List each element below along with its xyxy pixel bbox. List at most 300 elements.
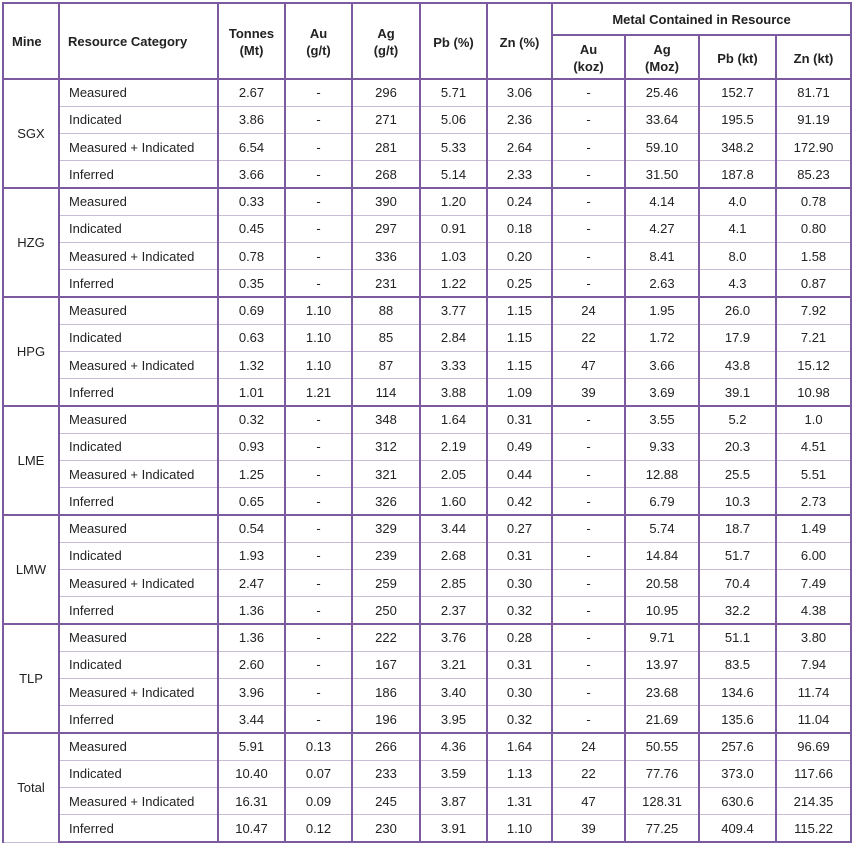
resource-category-cell: Measured bbox=[59, 297, 218, 324]
pb-grade-cell: 5.33 bbox=[420, 134, 487, 161]
pb-kt-cell: 409.4 bbox=[699, 815, 776, 842]
au-grade-cell: - bbox=[285, 106, 352, 133]
pb-kt-cell: 26.0 bbox=[699, 297, 776, 324]
zn-kt-cell: 11.74 bbox=[776, 679, 851, 706]
zn-grade-cell: 0.30 bbox=[487, 679, 552, 706]
ag-moz-cell: 8.41 bbox=[625, 243, 699, 270]
zn-grade-cell: 1.09 bbox=[487, 379, 552, 406]
pb-grade-cell: 3.95 bbox=[420, 706, 487, 733]
pb-grade-cell: 3.87 bbox=[420, 788, 487, 815]
ag-grade-cell: 326 bbox=[352, 488, 420, 515]
tonnes-cell: 3.86 bbox=[218, 106, 285, 133]
tonnes-cell: 0.78 bbox=[218, 243, 285, 270]
au-koz-cell: - bbox=[552, 215, 625, 242]
ag-moz-cell: 9.71 bbox=[625, 624, 699, 651]
tonnes-cell: 0.63 bbox=[218, 324, 285, 351]
au-grade-cell: - bbox=[285, 161, 352, 188]
zn-grade-cell: 0.30 bbox=[487, 570, 552, 597]
resource-category-cell: Indicated bbox=[59, 760, 218, 787]
resource-category-cell: Inferred bbox=[59, 379, 218, 406]
ag-grade-cell: 271 bbox=[352, 106, 420, 133]
zn-grade-cell: 1.10 bbox=[487, 815, 552, 842]
ag-moz-column-header bbox=[625, 35, 699, 79]
tonnes-cell: 0.33 bbox=[218, 188, 285, 215]
zn-grade-cell: 0.20 bbox=[487, 243, 552, 270]
tonnes-cell: 6.54 bbox=[218, 134, 285, 161]
ag-moz-cell: 12.88 bbox=[625, 461, 699, 488]
pb-grade-cell: 2.19 bbox=[420, 433, 487, 460]
zn-kt-cell: 4.51 bbox=[776, 433, 851, 460]
pb-grade-cell: 5.71 bbox=[420, 79, 487, 106]
table-row bbox=[3, 433, 851, 460]
mine-name-cell: LME bbox=[3, 406, 59, 515]
metal-contained-group-header: Metal Contained in Resource bbox=[552, 3, 851, 35]
tonnes-cell: 1.32 bbox=[218, 352, 285, 379]
tonnes-cell: 0.45 bbox=[218, 215, 285, 242]
tonnes-cell: 1.01 bbox=[218, 379, 285, 406]
table-row bbox=[3, 188, 851, 215]
au-koz-cell: - bbox=[552, 624, 625, 651]
mine-column-header: Mine bbox=[3, 3, 59, 79]
ag-moz-cell: 77.25 bbox=[625, 815, 699, 842]
tonnes-cell: 1.93 bbox=[218, 542, 285, 569]
ag-grade-cell: 321 bbox=[352, 461, 420, 488]
pb-kt-cell: 25.5 bbox=[699, 461, 776, 488]
au-grade-cell: 1.10 bbox=[285, 297, 352, 324]
au-grade-cell: - bbox=[285, 406, 352, 433]
zn-kt-cell: 91.19 bbox=[776, 106, 851, 133]
table-row bbox=[3, 733, 851, 760]
au-grade-cell: - bbox=[285, 570, 352, 597]
zn-grade-cell: 0.44 bbox=[487, 461, 552, 488]
zn-grade-cell: 0.42 bbox=[487, 488, 552, 515]
zn-grade-cell: 1.15 bbox=[487, 297, 552, 324]
pb-grade-cell: 0.91 bbox=[420, 215, 487, 242]
zn-kt-cell: 7.94 bbox=[776, 651, 851, 678]
au-grade-cell: - bbox=[285, 433, 352, 460]
au-grade-cell: 1.21 bbox=[285, 379, 352, 406]
pb-kt-cell: 187.8 bbox=[699, 161, 776, 188]
zn-kt-cell: 85.23 bbox=[776, 161, 851, 188]
tonnes-cell: 0.32 bbox=[218, 406, 285, 433]
zn-kt-cell: 4.38 bbox=[776, 597, 851, 624]
au-koz-header-line2: (koz) bbox=[573, 59, 604, 74]
ag-moz-cell: 20.58 bbox=[625, 570, 699, 597]
pb-kt-cell: 20.3 bbox=[699, 433, 776, 460]
ag-grade-cell: 239 bbox=[352, 542, 420, 569]
au-grade-cell: - bbox=[285, 215, 352, 242]
table-row bbox=[3, 352, 851, 379]
au-koz-cell: 47 bbox=[552, 352, 625, 379]
zn-kt-cell: 7.21 bbox=[776, 324, 851, 351]
ag-grade-cell: 348 bbox=[352, 406, 420, 433]
pb-grade-column-header: Pb (%) bbox=[420, 3, 487, 79]
pb-kt-cell: 135.6 bbox=[699, 706, 776, 733]
table-row bbox=[3, 270, 851, 297]
mine-name-cell: HPG bbox=[3, 297, 59, 406]
table-row bbox=[3, 461, 851, 488]
ag-grade-cell: 296 bbox=[352, 79, 420, 106]
pb-kt-cell: 4.1 bbox=[699, 215, 776, 242]
zn-grade-cell: 0.25 bbox=[487, 270, 552, 297]
ag-grade-cell: 231 bbox=[352, 270, 420, 297]
table-body bbox=[3, 79, 851, 842]
table-row bbox=[3, 243, 851, 270]
au-grade-cell: - bbox=[285, 243, 352, 270]
tonnes-cell: 10.47 bbox=[218, 815, 285, 842]
pb-kt-cell: 32.2 bbox=[699, 597, 776, 624]
mine-name-cell: HZG bbox=[3, 188, 59, 297]
zn-kt-column-header: Zn (kt) bbox=[776, 35, 851, 79]
au-koz-cell: - bbox=[552, 597, 625, 624]
au-grade-cell: - bbox=[285, 624, 352, 651]
au-koz-column-header bbox=[552, 35, 625, 79]
ag-grade-cell: 85 bbox=[352, 324, 420, 351]
au-grade-cell: - bbox=[285, 679, 352, 706]
resource-category-cell: Measured + Indicated bbox=[59, 570, 218, 597]
au-koz-cell: - bbox=[552, 270, 625, 297]
pb-grade-cell: 2.85 bbox=[420, 570, 487, 597]
ag-grade-cell: 329 bbox=[352, 515, 420, 542]
ag-grade-cell: 196 bbox=[352, 706, 420, 733]
pb-grade-cell: 1.60 bbox=[420, 488, 487, 515]
au-grade-header-line1: Au bbox=[309, 26, 328, 41]
ag-grade-cell: 266 bbox=[352, 733, 420, 760]
resource-category-cell: Inferred bbox=[59, 706, 218, 733]
ag-moz-cell: 31.50 bbox=[625, 161, 699, 188]
zn-grade-cell: 2.36 bbox=[487, 106, 552, 133]
ag-moz-cell: 1.95 bbox=[625, 297, 699, 324]
pb-kt-cell: 18.7 bbox=[699, 515, 776, 542]
pb-kt-cell: 630.6 bbox=[699, 788, 776, 815]
pb-kt-cell: 4.3 bbox=[699, 270, 776, 297]
au-koz-header-line1: Au bbox=[579, 42, 598, 57]
ag-grade-cell: 336 bbox=[352, 243, 420, 270]
au-koz-cell: 22 bbox=[552, 760, 625, 787]
ag-moz-cell: 77.76 bbox=[625, 760, 699, 787]
au-grade-cell: - bbox=[285, 188, 352, 215]
au-koz-cell: - bbox=[552, 651, 625, 678]
zn-grade-column-header: Zn (%) bbox=[487, 3, 552, 79]
zn-kt-cell: 7.49 bbox=[776, 570, 851, 597]
zn-grade-cell: 0.49 bbox=[487, 433, 552, 460]
zn-grade-cell: 0.28 bbox=[487, 624, 552, 651]
tonnes-cell: 3.44 bbox=[218, 706, 285, 733]
pb-kt-cell: 373.0 bbox=[699, 760, 776, 787]
mine-name-cell: Total bbox=[3, 733, 59, 842]
table-row bbox=[3, 106, 851, 133]
au-koz-cell: - bbox=[552, 570, 625, 597]
au-koz-cell: 39 bbox=[552, 379, 625, 406]
ag-moz-cell: 3.69 bbox=[625, 379, 699, 406]
resource-category-cell: Measured bbox=[59, 188, 218, 215]
table-row bbox=[3, 324, 851, 351]
pb-kt-cell: 5.2 bbox=[699, 406, 776, 433]
zn-grade-cell: 0.18 bbox=[487, 215, 552, 242]
table-row bbox=[3, 706, 851, 733]
pb-grade-cell: 2.68 bbox=[420, 542, 487, 569]
pb-grade-cell: 5.06 bbox=[420, 106, 487, 133]
au-grade-cell: 0.07 bbox=[285, 760, 352, 787]
tonnes-cell: 16.31 bbox=[218, 788, 285, 815]
pb-kt-cell: 257.6 bbox=[699, 733, 776, 760]
ag-grade-cell: 222 bbox=[352, 624, 420, 651]
resource-category-cell: Inferred bbox=[59, 815, 218, 842]
table-row bbox=[3, 624, 851, 651]
ag-grade-header-line1: Ag bbox=[377, 26, 395, 41]
resource-category-cell: Measured + Indicated bbox=[59, 352, 218, 379]
ag-moz-cell: 3.66 bbox=[625, 352, 699, 379]
ag-moz-cell: 9.33 bbox=[625, 433, 699, 460]
table-row bbox=[3, 597, 851, 624]
au-grade-cell: - bbox=[285, 488, 352, 515]
resource-category-cell: Measured + Indicated bbox=[59, 788, 218, 815]
ag-grade-cell: 281 bbox=[352, 134, 420, 161]
resource-category-cell: Measured bbox=[59, 515, 218, 542]
table-row bbox=[3, 760, 851, 787]
pb-kt-cell: 17.9 bbox=[699, 324, 776, 351]
zn-grade-cell: 1.13 bbox=[487, 760, 552, 787]
table-row bbox=[3, 651, 851, 678]
pb-kt-cell: 134.6 bbox=[699, 679, 776, 706]
resource-category-cell: Measured + Indicated bbox=[59, 243, 218, 270]
au-grade-cell: - bbox=[285, 651, 352, 678]
pb-grade-cell: 3.77 bbox=[420, 297, 487, 324]
resource-category-cell: Measured bbox=[59, 79, 218, 106]
resource-category-cell: Measured bbox=[59, 733, 218, 760]
tonnes-cell: 0.93 bbox=[218, 433, 285, 460]
table-row bbox=[3, 161, 851, 188]
au-koz-cell: - bbox=[552, 706, 625, 733]
ag-grade-cell: 88 bbox=[352, 297, 420, 324]
pb-grade-cell: 5.14 bbox=[420, 161, 487, 188]
zn-grade-cell: 0.32 bbox=[487, 597, 552, 624]
ag-moz-cell: 4.14 bbox=[625, 188, 699, 215]
tonnes-cell: 1.36 bbox=[218, 597, 285, 624]
ag-moz-cell: 10.95 bbox=[625, 597, 699, 624]
ag-grade-cell: 390 bbox=[352, 188, 420, 215]
table-row bbox=[3, 679, 851, 706]
zn-kt-cell: 6.00 bbox=[776, 542, 851, 569]
zn-kt-cell: 0.78 bbox=[776, 188, 851, 215]
au-grade-cell: - bbox=[285, 597, 352, 624]
ag-moz-header-line2: (Moz) bbox=[645, 59, 679, 74]
pb-grade-cell: 3.44 bbox=[420, 515, 487, 542]
table-row bbox=[3, 570, 851, 597]
tonnes-column-header bbox=[218, 3, 285, 79]
resource-category-cell: Indicated bbox=[59, 542, 218, 569]
au-grade-cell: - bbox=[285, 270, 352, 297]
au-koz-cell: - bbox=[552, 79, 625, 106]
pb-kt-cell: 43.8 bbox=[699, 352, 776, 379]
au-koz-cell: - bbox=[552, 188, 625, 215]
zn-grade-cell: 3.06 bbox=[487, 79, 552, 106]
mine-name-cell: SGX bbox=[3, 79, 59, 188]
tonnes-cell: 0.69 bbox=[218, 297, 285, 324]
pb-kt-cell: 51.7 bbox=[699, 542, 776, 569]
pb-kt-cell: 10.3 bbox=[699, 488, 776, 515]
au-koz-cell: - bbox=[552, 542, 625, 569]
pb-grade-cell: 2.05 bbox=[420, 461, 487, 488]
resource-category-cell: Indicated bbox=[59, 433, 218, 460]
resource-category-cell: Measured + Indicated bbox=[59, 461, 218, 488]
zn-kt-cell: 1.0 bbox=[776, 406, 851, 433]
zn-grade-cell: 1.31 bbox=[487, 788, 552, 815]
resource-category-cell: Inferred bbox=[59, 597, 218, 624]
pb-grade-cell: 3.76 bbox=[420, 624, 487, 651]
au-koz-cell: 39 bbox=[552, 815, 625, 842]
zn-grade-cell: 1.15 bbox=[487, 352, 552, 379]
au-koz-cell: - bbox=[552, 515, 625, 542]
zn-kt-cell: 0.87 bbox=[776, 270, 851, 297]
pb-kt-cell: 8.0 bbox=[699, 243, 776, 270]
ag-grade-cell: 233 bbox=[352, 760, 420, 787]
tonnes-header-line2: (Mt) bbox=[239, 43, 264, 58]
pb-kt-column-header: Pb (kt) bbox=[699, 35, 776, 79]
table-row bbox=[3, 406, 851, 433]
table-row bbox=[3, 815, 851, 842]
table-row bbox=[3, 79, 851, 106]
zn-kt-cell: 5.51 bbox=[776, 461, 851, 488]
pb-kt-cell: 4.0 bbox=[699, 188, 776, 215]
au-koz-cell: - bbox=[552, 406, 625, 433]
pb-grade-cell: 3.59 bbox=[420, 760, 487, 787]
pb-kt-cell: 152.7 bbox=[699, 79, 776, 106]
table-row bbox=[3, 134, 851, 161]
ag-grade-cell: 297 bbox=[352, 215, 420, 242]
zn-grade-cell: 2.33 bbox=[487, 161, 552, 188]
au-grade-cell: - bbox=[285, 134, 352, 161]
pb-grade-cell: 4.36 bbox=[420, 733, 487, 760]
pb-grade-cell: 3.88 bbox=[420, 379, 487, 406]
zn-grade-cell: 0.27 bbox=[487, 515, 552, 542]
ag-moz-cell: 1.72 bbox=[625, 324, 699, 351]
tonnes-cell: 2.60 bbox=[218, 651, 285, 678]
table-row bbox=[3, 515, 851, 542]
ag-moz-cell: 21.69 bbox=[625, 706, 699, 733]
tonnes-cell: 0.35 bbox=[218, 270, 285, 297]
resource-category-cell: Measured + Indicated bbox=[59, 134, 218, 161]
au-grade-cell: - bbox=[285, 79, 352, 106]
zn-grade-cell: 0.32 bbox=[487, 706, 552, 733]
zn-kt-cell: 0.80 bbox=[776, 215, 851, 242]
resource-category-cell: Measured + Indicated bbox=[59, 679, 218, 706]
au-grade-cell: - bbox=[285, 515, 352, 542]
tonnes-cell: 1.36 bbox=[218, 624, 285, 651]
au-grade-cell: 1.10 bbox=[285, 324, 352, 351]
pb-grade-cell: 3.33 bbox=[420, 352, 487, 379]
zn-kt-cell: 15.12 bbox=[776, 352, 851, 379]
zn-kt-cell: 7.92 bbox=[776, 297, 851, 324]
au-grade-cell: - bbox=[285, 542, 352, 569]
resource-category-cell: Indicated bbox=[59, 651, 218, 678]
ag-grade-cell: 87 bbox=[352, 352, 420, 379]
au-koz-cell: 24 bbox=[552, 733, 625, 760]
zn-grade-cell: 1.15 bbox=[487, 324, 552, 351]
ag-moz-cell: 50.55 bbox=[625, 733, 699, 760]
ag-moz-cell: 33.64 bbox=[625, 106, 699, 133]
table-row bbox=[3, 215, 851, 242]
pb-grade-cell: 1.22 bbox=[420, 270, 487, 297]
tonnes-cell: 0.54 bbox=[218, 515, 285, 542]
ag-moz-cell: 4.27 bbox=[625, 215, 699, 242]
ag-moz-cell: 25.46 bbox=[625, 79, 699, 106]
pb-kt-cell: 39.1 bbox=[699, 379, 776, 406]
pb-grade-cell: 1.20 bbox=[420, 188, 487, 215]
au-koz-cell: - bbox=[552, 161, 625, 188]
pb-kt-cell: 70.4 bbox=[699, 570, 776, 597]
zn-kt-cell: 1.58 bbox=[776, 243, 851, 270]
ag-grade-cell: 250 bbox=[352, 597, 420, 624]
tonnes-cell: 2.67 bbox=[218, 79, 285, 106]
resource-category-cell: Inferred bbox=[59, 161, 218, 188]
ag-moz-cell: 2.63 bbox=[625, 270, 699, 297]
au-koz-cell: - bbox=[552, 106, 625, 133]
zn-kt-cell: 117.66 bbox=[776, 760, 851, 787]
ag-moz-cell: 3.55 bbox=[625, 406, 699, 433]
zn-kt-cell: 214.35 bbox=[776, 788, 851, 815]
pb-grade-cell: 1.03 bbox=[420, 243, 487, 270]
au-koz-cell: 22 bbox=[552, 324, 625, 351]
au-grade-column-header bbox=[285, 3, 352, 79]
au-grade-cell: - bbox=[285, 706, 352, 733]
ag-moz-header-line1: Ag bbox=[653, 42, 671, 57]
table-row bbox=[3, 297, 851, 324]
table-row bbox=[3, 788, 851, 815]
tonnes-header-line1: Tonnes bbox=[228, 26, 275, 41]
zn-kt-cell: 3.80 bbox=[776, 624, 851, 651]
au-grade-cell: - bbox=[285, 461, 352, 488]
resource-category-cell: Measured bbox=[59, 406, 218, 433]
resource-category-cell: Indicated bbox=[59, 215, 218, 242]
pb-grade-cell: 3.21 bbox=[420, 651, 487, 678]
zn-grade-cell: 0.31 bbox=[487, 651, 552, 678]
pb-grade-cell: 3.40 bbox=[420, 679, 487, 706]
au-koz-cell: 47 bbox=[552, 788, 625, 815]
resource-category-cell: Inferred bbox=[59, 488, 218, 515]
table-row bbox=[3, 379, 851, 406]
pb-grade-cell: 2.84 bbox=[420, 324, 487, 351]
tonnes-cell: 1.25 bbox=[218, 461, 285, 488]
pb-kt-cell: 51.1 bbox=[699, 624, 776, 651]
zn-grade-cell: 0.31 bbox=[487, 542, 552, 569]
pb-kt-cell: 83.5 bbox=[699, 651, 776, 678]
pb-grade-cell: 2.37 bbox=[420, 597, 487, 624]
ag-moz-cell: 6.79 bbox=[625, 488, 699, 515]
table-row bbox=[3, 542, 851, 569]
au-koz-cell: - bbox=[552, 679, 625, 706]
zn-grade-cell: 1.64 bbox=[487, 733, 552, 760]
zn-grade-cell: 0.31 bbox=[487, 406, 552, 433]
tonnes-cell: 0.65 bbox=[218, 488, 285, 515]
pb-grade-cell: 3.91 bbox=[420, 815, 487, 842]
zn-kt-cell: 172.90 bbox=[776, 134, 851, 161]
mineral-resource-table bbox=[2, 2, 852, 843]
table-row bbox=[3, 488, 851, 515]
pb-grade-cell: 1.64 bbox=[420, 406, 487, 433]
ag-grade-header-line2: (g/t) bbox=[373, 43, 399, 58]
ag-grade-cell: 259 bbox=[352, 570, 420, 597]
ag-moz-cell: 128.31 bbox=[625, 788, 699, 815]
mine-name-cell: LMW bbox=[3, 515, 59, 624]
au-koz-cell: 24 bbox=[552, 297, 625, 324]
tonnes-cell: 10.40 bbox=[218, 760, 285, 787]
ag-moz-cell: 59.10 bbox=[625, 134, 699, 161]
resource-category-cell: Measured bbox=[59, 624, 218, 651]
ag-grade-cell: 186 bbox=[352, 679, 420, 706]
resource-category-cell: Indicated bbox=[59, 106, 218, 133]
au-koz-cell: - bbox=[552, 243, 625, 270]
